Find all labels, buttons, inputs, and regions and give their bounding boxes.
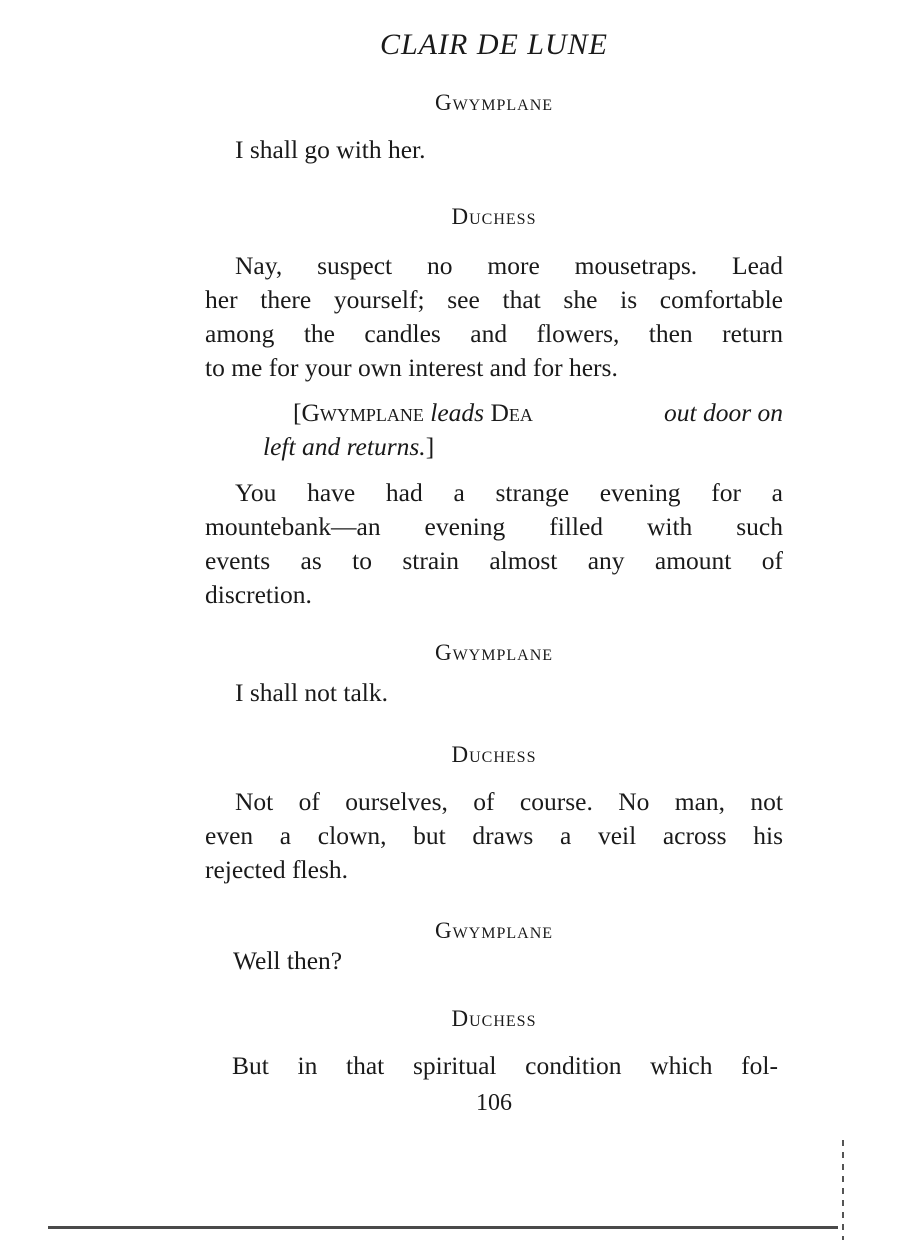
stage-bracket: ] — [425, 432, 435, 461]
dialogue-line: You have had a strange evening for a — [235, 478, 783, 507]
dialogue-line: Nay, suspect no more mousetraps. Lead — [235, 251, 783, 280]
dialogue-line: Well then? — [233, 946, 343, 975]
page-number: 106 — [476, 1090, 512, 1116]
scan-edge-mark — [842, 1140, 844, 1240]
speaker-gwymplane: Gwymplane — [434, 90, 554, 115]
dialogue-line: her there yourself; see that she is comfortable — [205, 285, 783, 314]
dialogue-line: I shall not talk. — [235, 678, 388, 707]
dialogue-line: But in that spiritual condition which fol- — [232, 1051, 778, 1080]
scan-edge-line — [48, 1226, 838, 1229]
stage-direction-cont — [263, 430, 434, 464]
dialogue-line: rejected flesh. — [205, 855, 349, 884]
speaker-gwymplane: Gwymplane — [434, 640, 554, 665]
dialogue-line: events as to strain almost any amount of — [205, 546, 783, 575]
dialogue-line: among the candles and flowers, then return — [205, 319, 783, 348]
dialogue-line: even a clown, but draws a veil across his — [205, 821, 783, 850]
stage-text: left and returns. — [263, 432, 426, 461]
stage-text: leads — [430, 398, 485, 427]
dialogue-line: to me for your own interest and for hers. — [205, 353, 618, 382]
speaker-duchess: Duchess — [451, 204, 537, 229]
speaker-gwymplane: Gwymplane — [434, 918, 554, 943]
stage-name: Dea — [490, 398, 533, 427]
running-head: CLAIR DE LUNE — [379, 28, 608, 61]
dialogue-line: discretion. — [205, 580, 312, 609]
stage-direction — [293, 396, 783, 430]
speaker-duchess: Duchess — [451, 742, 537, 767]
dialogue-line: mountebank—an evening filled with such — [205, 512, 783, 541]
stage-text: out door on — [663, 398, 783, 427]
speaker-duchess: Duchess — [451, 1006, 537, 1031]
dialogue-line: I shall go with her. — [235, 135, 426, 164]
dialogue-line: Not of ourselves, of course. No man, not — [235, 787, 783, 816]
stage-name: [Gwymplane — [293, 398, 424, 427]
